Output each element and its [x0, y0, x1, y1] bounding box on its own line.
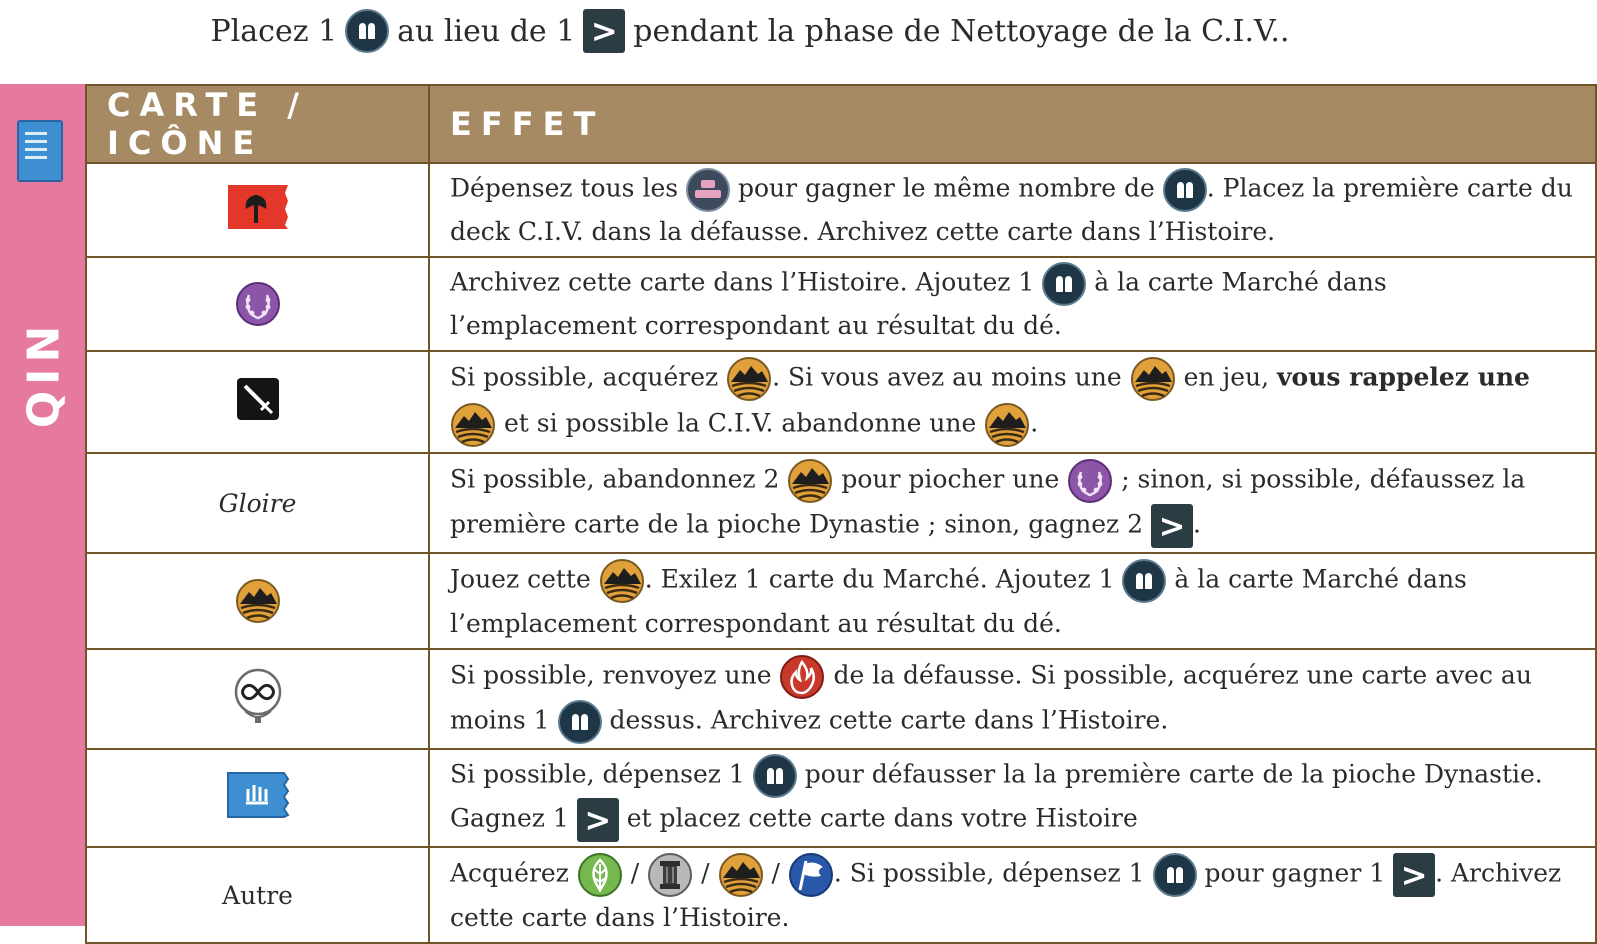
land-icon: [787, 458, 833, 504]
table-row: [86, 351, 1596, 453]
header-card: CARTE / ICÔNE: [86, 85, 429, 163]
column-icon: [647, 852, 693, 898]
table-row: [86, 163, 1596, 257]
card-cell: [86, 749, 429, 847]
effect-cell: Acquérez / / / . Si possible, dépensez 1 pour gagner 1 > . Archivez cette carte dans l’Histoire.: [429, 847, 1596, 943]
table-row: [86, 553, 1596, 649]
blue-banner-icon: [226, 771, 290, 819]
table-row: [86, 649, 1596, 749]
effect-cell: Si possible, renvoyez une de la défausse. Si possible, acquérez une carte avec au moins 1 dessus. Archivez cette carte dans l’Histoire.: [429, 649, 1596, 749]
table-row: [86, 847, 1596, 943]
table-row: [86, 453, 1596, 553]
card-cell: [86, 649, 429, 749]
effect-cell: Si possible, acquérez . Si vous avez au moins une en jeu, vous rappelez une et si possible la C.I.V. abandonne une .: [429, 351, 1596, 453]
population-icon: [345, 9, 389, 53]
effect-cell: Si possible, abandonnez 2 pour piocher une ; sinon, si possible, défaussez la première carte de la pioche Dynastie ; sinon, gagnez 2 > .: [429, 453, 1596, 553]
infinity-icon: [233, 667, 283, 725]
card-label: Autre: [86, 847, 429, 943]
header-middle: au lieu de 1: [397, 13, 576, 49]
progress-arrow-icon: >: [1151, 504, 1193, 548]
header-prefix: Placez 1: [210, 13, 338, 49]
leaf-icon: [577, 852, 623, 898]
laurel-icon: [235, 281, 281, 327]
sword-icon: [235, 376, 281, 422]
card-cell: [86, 351, 429, 453]
land-icon: [718, 852, 764, 898]
effect-cell: Archivez cette carte dans l’Histoire. Ajoutez 1 à la carte Marché dans l’emplacement correspondant au résultat du dé.: [429, 257, 1596, 351]
land-icon: [599, 558, 645, 604]
table-row: [86, 749, 1596, 847]
progress-arrow-icon: >: [577, 798, 619, 842]
table-row: [86, 257, 1596, 351]
effect-cell: Jouez cette . Exilez 1 carte du Marché. Ajoutez 1 à la carte Marché dans l’emplacement correspondant au résultat du dé.: [429, 553, 1596, 649]
side-tab: [0, 84, 86, 926]
card-label: Gloire: [86, 453, 429, 553]
effect-cell: Dépensez tous les pour gagner le même nombre de . Placez la première carte du deck C.I.V. dans la défausse. Archivez cette carte dans l’Histoire.: [429, 163, 1596, 257]
header-instruction: [0, 6, 1500, 56]
progress-arrow-icon: >: [583, 9, 625, 53]
card-cell: [86, 257, 429, 351]
card-cell: [86, 553, 429, 649]
card-cell: [86, 163, 429, 257]
laurel-icon: [1067, 458, 1113, 504]
effect-cell: Si possible, dépensez 1 pour défausser la la première carte de la pioche Dynastie. Gagnez 1 > et placez cette carte dans votre Histoire: [429, 749, 1596, 847]
population-icon: [558, 700, 602, 744]
population-icon: [1042, 262, 1086, 306]
table-header-row: [86, 85, 1596, 163]
land-icon: [235, 578, 281, 624]
population-icon: [753, 754, 797, 798]
coins-icon: [686, 168, 730, 212]
effects-table: [85, 84, 1597, 944]
flag-icon: [788, 852, 834, 898]
progress-arrow-icon: >: [1393, 853, 1435, 897]
population-icon: [1163, 168, 1207, 212]
side-tab-label: QIN: [18, 319, 70, 429]
fire-icon: [779, 654, 825, 700]
header-effect: EFFET: [429, 85, 1596, 163]
land-icon: [450, 402, 496, 448]
population-icon: [1153, 853, 1197, 897]
book-icon: [17, 120, 63, 182]
header-suffix: pendant la phase de Nettoyage de la C.I.V..: [633, 13, 1290, 49]
red-axe-banner-icon: [226, 183, 290, 231]
population-icon: [1122, 559, 1166, 603]
land-icon: [726, 356, 772, 402]
land-icon: [984, 402, 1030, 448]
land-icon: [1130, 356, 1176, 402]
